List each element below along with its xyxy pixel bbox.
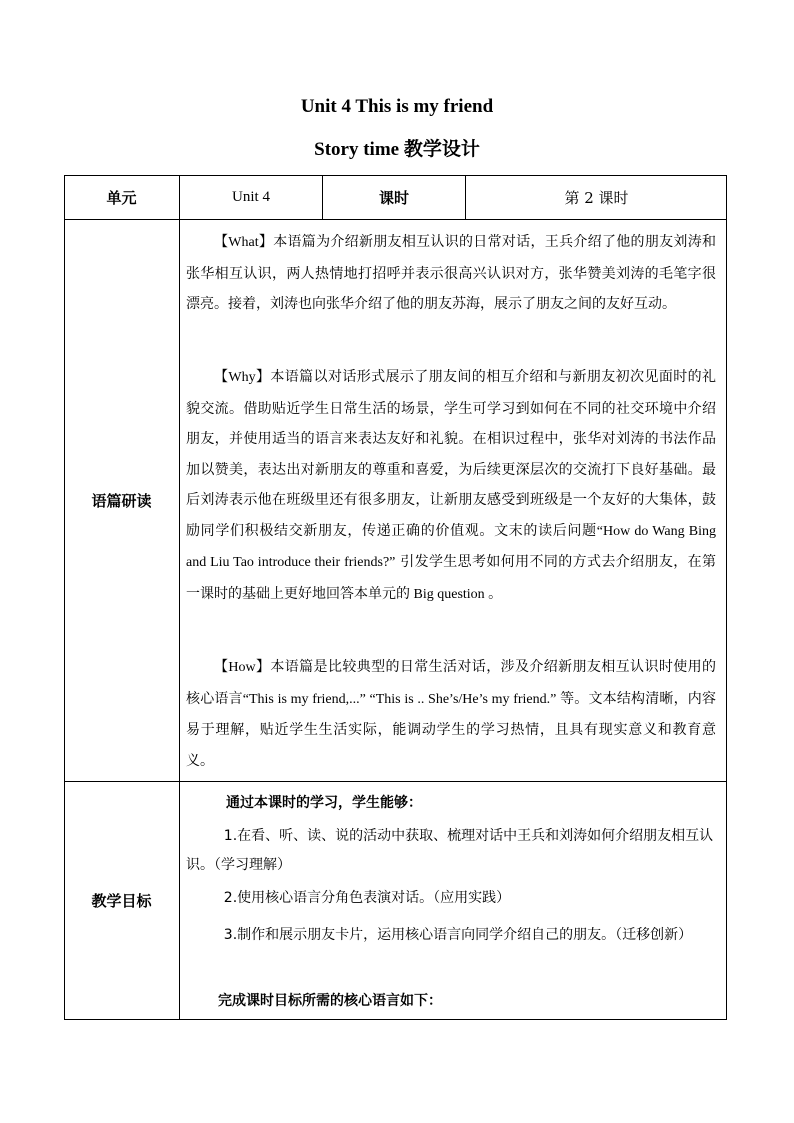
why-paragraph: [186, 362, 716, 610]
objective-item: [186, 884, 716, 913]
how-tag: 【How】: [214, 660, 271, 675]
col-divider: [179, 175, 180, 1020]
document-subtitle: Story time 教学设计: [314, 139, 480, 160]
why-big-question: Big question: [410, 586, 489, 602]
objectives-label: 教学目标: [91, 891, 152, 910]
what-paragraph: [186, 227, 716, 320]
lesson-label: 课时: [378, 188, 409, 207]
what-tag: 【What】: [214, 235, 274, 250]
analysis-label: 语篇研读: [91, 491, 152, 510]
why-text-1: 本语篇以对话形式展示了朋友间的相互介绍和与新朋友初次见面时的礼貌交流。借助贴近学生日常生活的场景，学生可学习到如何在不同的社交环境中介绍朋友，并使用适当的语言来表达友好和礼貌。在相识过程中，张华对刘涛的书法作品加以赞美，表达出对新朋友的尊重和喜爱，为后续更深层次的交流打下良好基础。最后刘涛表示他在班级里还有很多朋友，让新朋友感受到班级是一个友好的大集体，鼓励同学们积极结交新朋友，传递正确的价值观。文末的读后问题: [186, 369, 717, 539]
how-core-language: “This is my friend,...” “This is .. She’s/He’s my friend.”: [242, 691, 561, 707]
objective-item: [186, 822, 716, 880]
why-question: “How do Wang Bing and Liu Tao introduce their friends?”: [186, 523, 717, 570]
objective-item: [186, 921, 716, 950]
objective-text: 3.制作和展示朋友卡片，运用核心语言向同学介绍自己的朋友。（迁移创新）: [223, 927, 693, 943]
objectives-lead: 通过本课时的学习，学生能够：: [226, 795, 422, 811]
objective-text: 1.在看、听、读、说的活动中获取、梳理对话中王兵和刘涛如何介绍朋友相互认识。（学习理解）: [186, 828, 714, 873]
unit-label: 单元: [106, 188, 137, 207]
why-text-3: 。: [488, 585, 503, 602]
document-title: Unit 4 This is my friend: [300, 96, 494, 117]
lesson-value: 第 2 课时: [564, 188, 629, 207]
how-text-2: 等。文本结构清晰，内容易于理解，贴近学生生活实际，能调动学生的学习热情，且具有现实意义和教育意义。: [186, 690, 717, 769]
how-paragraph: [186, 652, 716, 776]
why-text-2: 引发学生思考如何用不同的方式去介绍朋友，在第一课时的基础上更好地回答本单元的: [186, 554, 716, 602]
what-text: 本语篇为介绍新朋友相互认识的日常对话，王兵介绍了他的朋友刘涛和张华相互认识，两人热情地打招呼并表示很高兴认识对方，张华赞美刘涛的毛笔字很漂亮。接着，刘涛也向张华介绍了他的朋友苏海，展示了朋友之间的友好互动。: [186, 234, 716, 312]
unit-value: Unit 4: [232, 188, 270, 205]
objectives-footer: 完成课时目标所需的核心语言如下：: [218, 993, 442, 1009]
why-tag: 【Why】: [214, 370, 271, 385]
row-divider: [64, 219, 727, 220]
row-divider: [64, 781, 727, 782]
objective-text: 2.使用核心语言分角色表演对话。（应用实践）: [223, 890, 511, 906]
how-text-1: 本语篇是比较典型的日常生活对话，涉及介绍新朋友相互认识时使用的核心语言: [186, 659, 716, 707]
